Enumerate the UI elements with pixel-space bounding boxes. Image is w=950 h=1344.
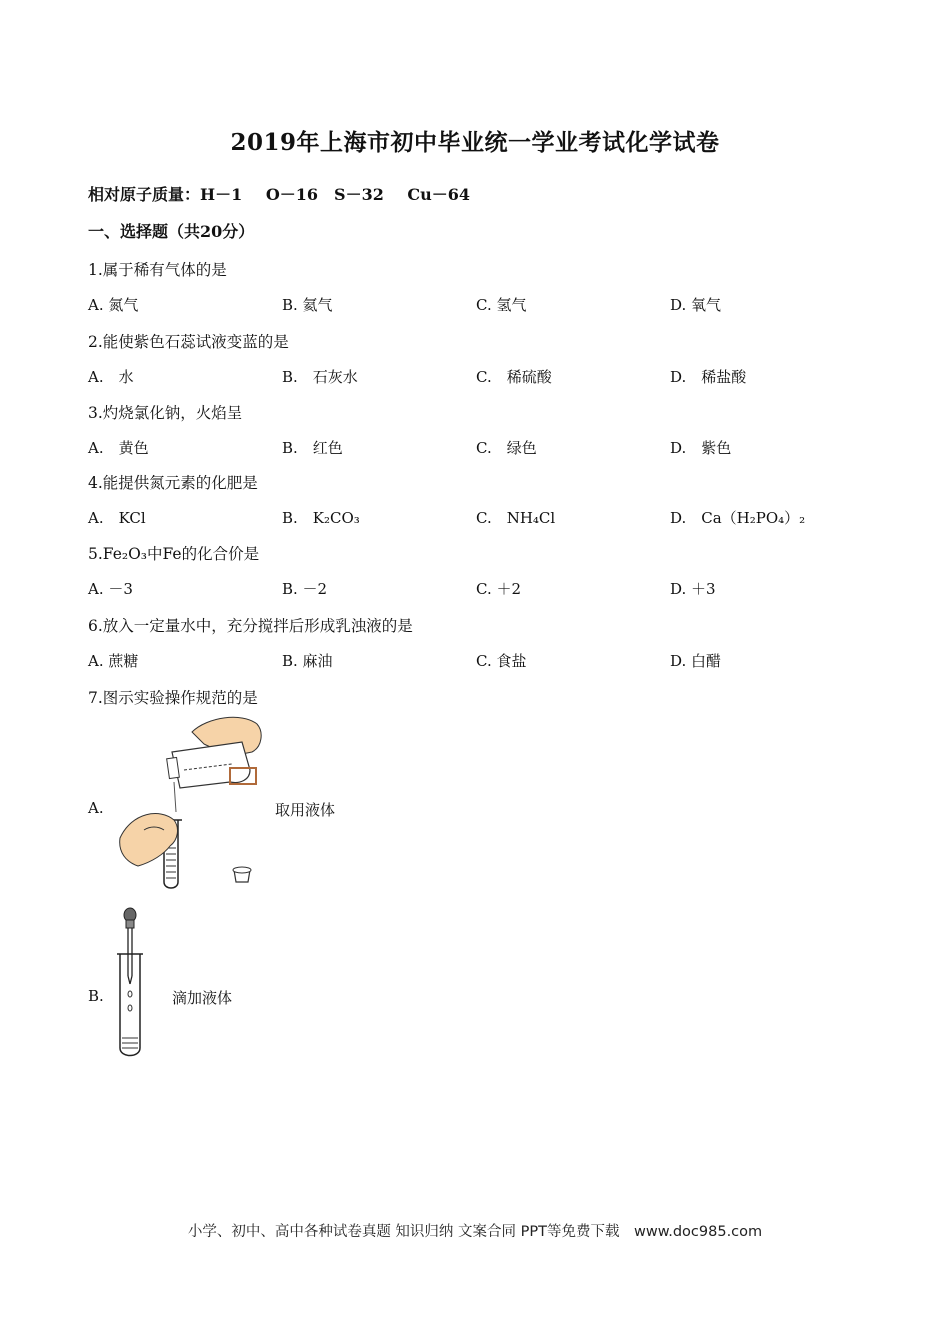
option-b: B. 氦气 [282,296,333,314]
option-b: B. K₂CO₃ [282,509,360,527]
option-b-letter: B. [88,987,104,1005]
pour-liquid-figure [112,712,272,892]
question-6-stem: 6.放入一定量水中，充分搅拌后形成乳浊液的是 [88,617,413,635]
section-heading: 一、选择题（共20分） [88,222,255,241]
option-d: D. 紫色 [670,439,732,457]
option-a-letter: A. [88,799,104,817]
option-b: B. 石灰水 [282,368,358,386]
exam-title: 2019年上海市初中毕业统一学业考试化学试卷 [230,129,720,156]
option-d: D. 氧气 [670,296,722,314]
option-a: A. KCl [88,509,146,527]
option-c: C. 绿色 [476,439,537,457]
option-b-caption: 滴加液体 [172,989,233,1007]
option-c: C. 食盐 [476,652,527,670]
option-d: D. 稀盐酸 [670,368,747,386]
question-1-stem: 1.属于稀有气体的是 [88,261,227,279]
question-2-stem: 2.能使紫色石蕊试液变蓝的是 [88,333,289,351]
option-c: C. 稀硫酸 [476,368,552,386]
page-footer: 小学、初中、高中各种试卷真题 知识归纳 文案合同 PPT等免费下载 www.doc985.com [187,1224,763,1240]
option-b: B. 红色 [282,439,343,457]
option-b: B. －2 [282,580,328,598]
option-a-caption: 取用液体 [275,801,336,819]
question-5-stem: 5.Fe₂O₃中Fe的化合价是 [88,545,260,563]
option-c: C. 氢气 [476,296,527,314]
option-b: B. 麻油 [282,652,333,670]
question-4-stem: 4.能提供氮元素的化肥是 [88,474,258,492]
option-a: A. 黄色 [88,439,149,457]
option-c: C. ＋2 [476,580,522,598]
option-a: A. 蔗糖 [88,652,139,670]
question-3-stem: 3.灼烧氯化钠，火焰呈 [88,404,243,422]
option-d: D. Ca（H₂PO₄）₂ [670,509,806,527]
option-a: A. 水 [88,368,134,386]
option-a: A. 氮气 [88,296,139,314]
dropper-figure [110,906,150,1061]
atomic-masses: 相对原子质量：H－1 O－16 S－32 Cu－64 [88,185,471,204]
option-d: D. ＋3 [670,580,716,598]
option-c: C. NH₄Cl [476,509,556,527]
option-a: A. －3 [88,580,133,598]
question-7-stem: 7.图示实验操作规范的是 [88,689,258,707]
option-d: D. 白醋 [670,652,722,670]
